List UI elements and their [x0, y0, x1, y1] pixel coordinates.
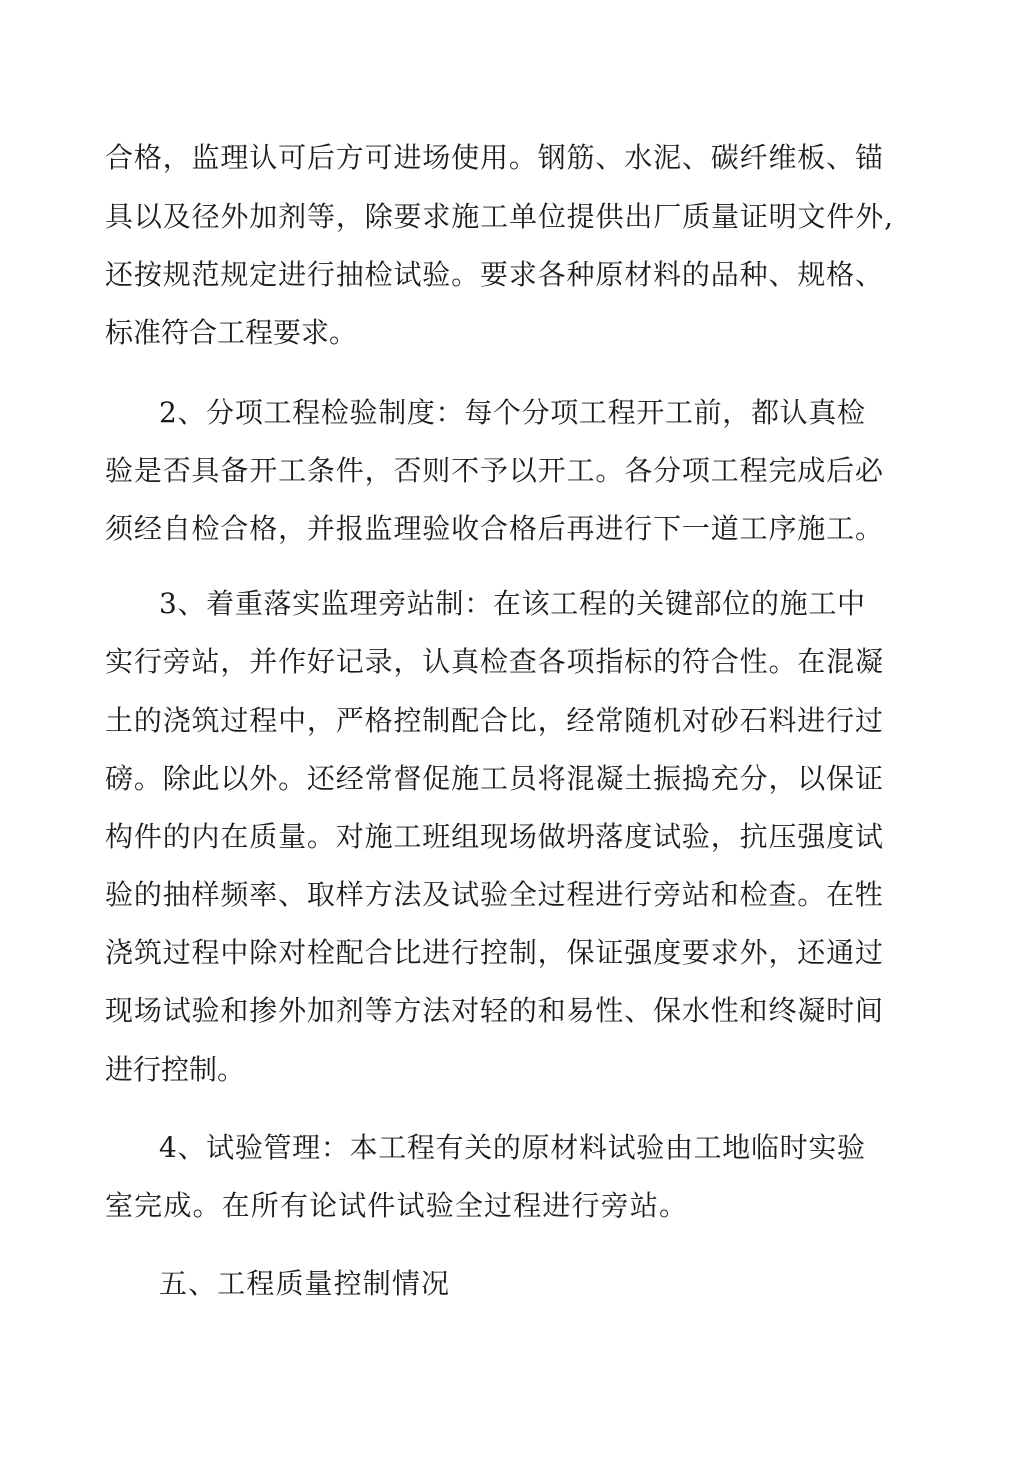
paragraph-3-line-1 — [0, 582, 1024, 626]
text-line: 验的抽样频率、取样方法及试验全过程进行旁站和检查。在牲 — [105, 878, 883, 911]
text-line: 进行控制。 — [105, 1053, 246, 1086]
text-line: 须经自检合格，并报监理验收合格后再进行下一道工序施工。 — [105, 512, 883, 545]
paragraph-3-line-2 — [0, 640, 1024, 684]
text-line: 具以及径外加剂等，除要求施工单位提供出厂质量证明文件外, — [105, 200, 893, 233]
text-line: 4、试验管理：本工程有关的原材料试验由工地临时实验 — [159, 1131, 865, 1164]
paragraph-3-line-7 — [0, 931, 1024, 975]
paragraph-2-line-1 — [0, 391, 1024, 435]
paragraph-1-line-2 — [0, 195, 1024, 239]
text-line: 2、分项工程检验制度：每个分项工程开工前，都认真检 — [159, 396, 865, 429]
paragraph-1-line-4 — [0, 311, 1024, 355]
paragraph-4-line-2 — [0, 1184, 1024, 1228]
paragraph-4-line-1 — [0, 1126, 1024, 1170]
text-line: 验是否具备开工条件，否则不予以开工。各分项工程完成后必 — [105, 454, 883, 487]
paragraph-3-line-3 — [0, 699, 1024, 743]
text-line: 合格，监理认可后方可进场使用。钢筋、水泥、碳纤维板、锚 — [105, 141, 883, 174]
paragraph-3-line-9 — [0, 1048, 1024, 1092]
text-line: 磅。除此以外。还经常督促施工员将混凝土振捣充分，以保证 — [105, 762, 883, 795]
section-heading — [0, 1262, 1024, 1306]
paragraph-3-line-4 — [0, 757, 1024, 801]
text-line: 现场试验和掺外加剂等方法对轻的和易性、保水性和终凝时间 — [105, 994, 883, 1027]
section-heading-text: 五、工程质量控制情况 — [159, 1267, 449, 1300]
paragraph-1-line-3 — [0, 253, 1024, 297]
paragraph-3-line-5 — [0, 815, 1024, 859]
paragraph-3-line-8 — [0, 989, 1024, 1033]
paragraph-2-line-2 — [0, 449, 1024, 493]
text-line: 土的浇筑过程中，严格控制配合比，经常随机对砂石料进行过 — [105, 704, 883, 737]
paragraph-1-line-1 — [0, 136, 1024, 180]
text-line: 还按规范规定进行抽检试验。要求各种原材料的品种、规格、 — [105, 258, 883, 291]
text-line: 室完成。在所有论试件试验全过程进行旁站。 — [105, 1189, 687, 1222]
text-line: 3、着重落实监理旁站制：在该工程的关键部位的施工中 — [159, 587, 865, 620]
text-line: 标准符合工程要求。 — [105, 316, 358, 349]
text-line: 构件的内在质量。对施工班组现场做坍落度试验，抗压强度试 — [105, 820, 883, 853]
text-line: 浇筑过程中除对栓配合比进行控制，保证强度要求外，还通过 — [105, 936, 883, 969]
paragraph-2-line-3 — [0, 507, 1024, 551]
text-line: 实行旁站，并作好记录，认真检查各项指标的符合性。在混凝 — [105, 645, 883, 678]
paragraph-3-line-6 — [0, 873, 1024, 917]
